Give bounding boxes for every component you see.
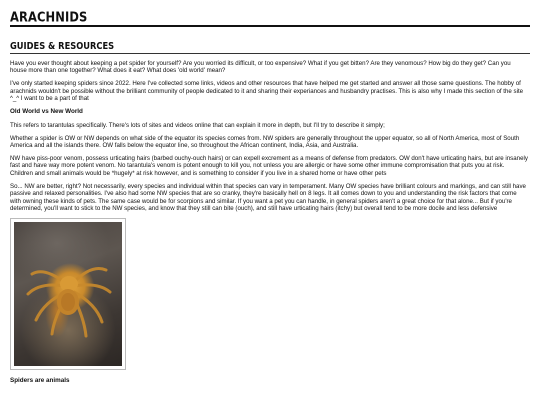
title-divider [10,25,530,27]
ow-nw-paragraph-1: This refers to tarantulas specifically. There's lots of sites and videos online that can explain it more in depth, but I'll try to describe it simply; [10,121,385,129]
ow-nw-paragraph-4: So... NW are better, right? Not necessarily, every species and individual within that species can vary in temperament. Many OW species have brilliant colours and markings, and can still have passive and relaxed personalities. I've also had some NW species that are so cranky, they're basically hell on 8 legs. It all comes down to you and understanding the risk factors that come with owning these kinds of pets. The same case would be for scorpions and similar. If you want a pet you can handle, in general spiders aren't a great choice for that alone... But if you're determined, you'll want to stick to the NW species, and know that they still can bite (ouch), and still have urticating hairs (itchy) but overall tend to be more docile and less defensive [10,182,526,213]
section-title: GUIDES & RESOURCES [10,40,115,52]
intro-paragraph-1: Have you ever thought about keeping a pet spider for yourself? Are you worried its difficult, or too expensive? What if you get bitten? Are they venomous? How big do they get? Can you house more than one together? What does it eat? What does 'old world' mean? [10,60,511,75]
section-divider [10,53,530,54]
tarantula-photo-frame [10,218,126,370]
tarantula-illustration [14,222,122,366]
tarantula-photo [14,222,122,366]
intro-paragraph-2: I've only started keeping spiders since 2022. Here I've collected some links, videos and other resources that have helped me get started and answer all those same questions. The hobby of arachnids wouldn't be possible without the brilliant community of people dedicated to it and sharing their experiances and husbandry practises. This is also why I made this section of the site ^_^ I want to be a part of that [10,80,524,103]
site-title: ARACHNIDS [10,9,88,26]
ow-nw-paragraph-2: Whether a spider is OW or NW depends on what side of the equator its species comes from. NW spiders are generally throughout the upper equator, so all of North America, most of South America and all the islands there. OW falls below the equator line, so throughout the African continent, India, Asia, and Australia. [10,134,520,150]
old-new-world-heading: Old World vs New World [10,108,83,116]
ow-nw-paragraph-3: NW have piss-poor venom, possess urticating hairs (barbed ouchy-ouch hairs) or can expell excrement as a means of defense from predators. OW don't have urticating hairs, but are insanely fast and have way more potent venom. No tarantula's venom is potent enough to kill you, not unless you are allergic or have some other immune compromisation that puts you at risk. Children and small animals would be *hugely* at risk however, and is something to consider if you live in a shared home or have other pets [10,155,528,177]
spiders-are-animals-heading: Spiders are animals [10,377,70,385]
article-content [10,60,528,390]
